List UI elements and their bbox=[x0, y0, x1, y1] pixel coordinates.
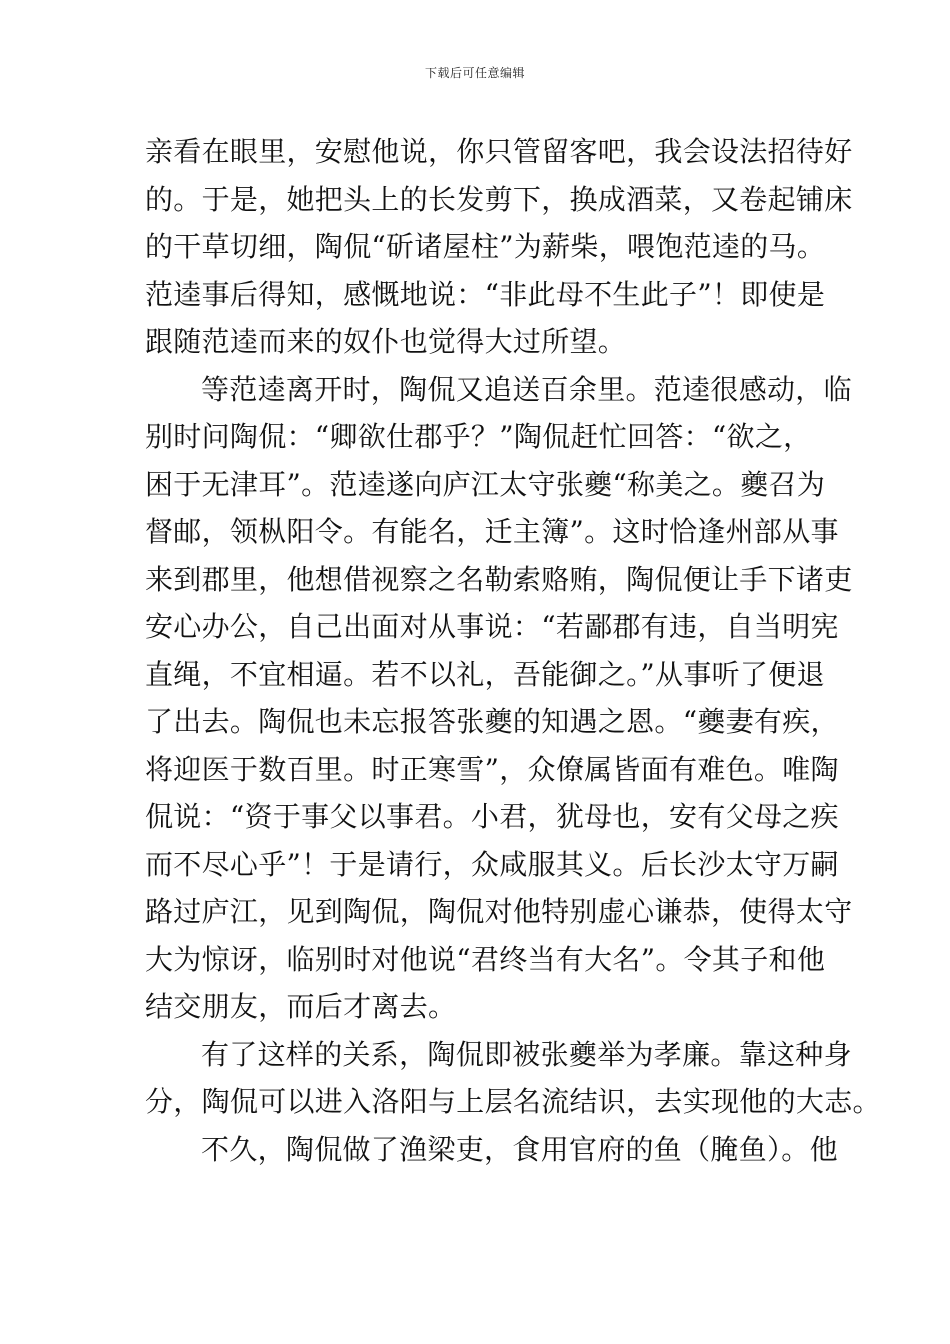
text-line: 而不尽心乎”！于是请行，众咸服其义。后长沙太守万嗣 bbox=[145, 847, 839, 881]
text-line: 分，陶侃可以进入洛阳与上层名流结识，去实现他的大志。 bbox=[145, 1085, 881, 1118]
text-line: 的。于是，她把头上的长发剪下，换成酒菜，又卷起铺床 bbox=[145, 182, 853, 216]
text-line: 范逵事后得知，感慨地说：“非此母不生此子”！即使是 bbox=[145, 277, 826, 311]
text-line: 的干草切细，陶侃“斫诸屋柱”为薪柴，喂饱范逵的马。 bbox=[145, 230, 826, 263]
text-line: 困于无津耳”。范逵遂向庐江太守张夔“称美之。夔召为 bbox=[145, 467, 826, 501]
text-line: 了出去。陶侃也未忘报答张夔的知遇之恩。“夔妻有疾， bbox=[145, 705, 839, 738]
body-text bbox=[145, 128, 881, 1173]
page-header: 下载后可任意编辑 bbox=[424, 66, 525, 80]
paragraph-start-line: 有了这样的关系，陶侃即被张夔举为孝廉。靠这种身 bbox=[201, 1037, 852, 1071]
text-line: 大为惊讶，临别时对他说“君终当有大名”。令其子和他 bbox=[145, 942, 826, 976]
text-line: 来到郡里，他想借视察之名勒索赂贿，陶侃便让手下诸吏 bbox=[145, 562, 853, 596]
text-line: 跟随范逵而来的奴仆也觉得大过所望。 bbox=[145, 325, 627, 358]
text-line: 督邮，领枞阳令。有能名，迁主簿”。这时恰逢州部从事 bbox=[145, 515, 839, 548]
text-line: 亲看在眼里，安慰他说，你只管留客吧，我会设法招待好 bbox=[145, 135, 853, 168]
text-line: 结交朋友，而后才离去。 bbox=[145, 990, 457, 1023]
text-line: 将迎医于数百里。时正寒雪”，众僚属皆面有难色。唯陶 bbox=[145, 752, 839, 786]
paragraph-start-line: 不久，陶侃做了渔梁吏，食用官府的鱼（腌鱼）。他 bbox=[201, 1132, 838, 1166]
text-line: 路过庐江，见到陶侃，陶侃对他特别虚心谦恭，使得太守 bbox=[145, 895, 853, 928]
text-line: 安心办公，自己出面对从事说：“若鄙郡有违，自当明宪 bbox=[145, 610, 839, 643]
paragraph-start-line: 等范逵离开时，陶侃又追送百余里。范逵很感动，临 bbox=[201, 372, 852, 406]
text-line: 别时问陶侃：“卿欲仕郡乎？”陶侃赶忙回答：“欲之， bbox=[145, 420, 812, 453]
text-line: 直绳，不宜相逼。若不以礼，吾能御之。”从事听了便退 bbox=[145, 657, 825, 691]
text-line: 侃说：“资于事父以事君。小君，犹母也，安有父母之疾 bbox=[145, 800, 839, 833]
